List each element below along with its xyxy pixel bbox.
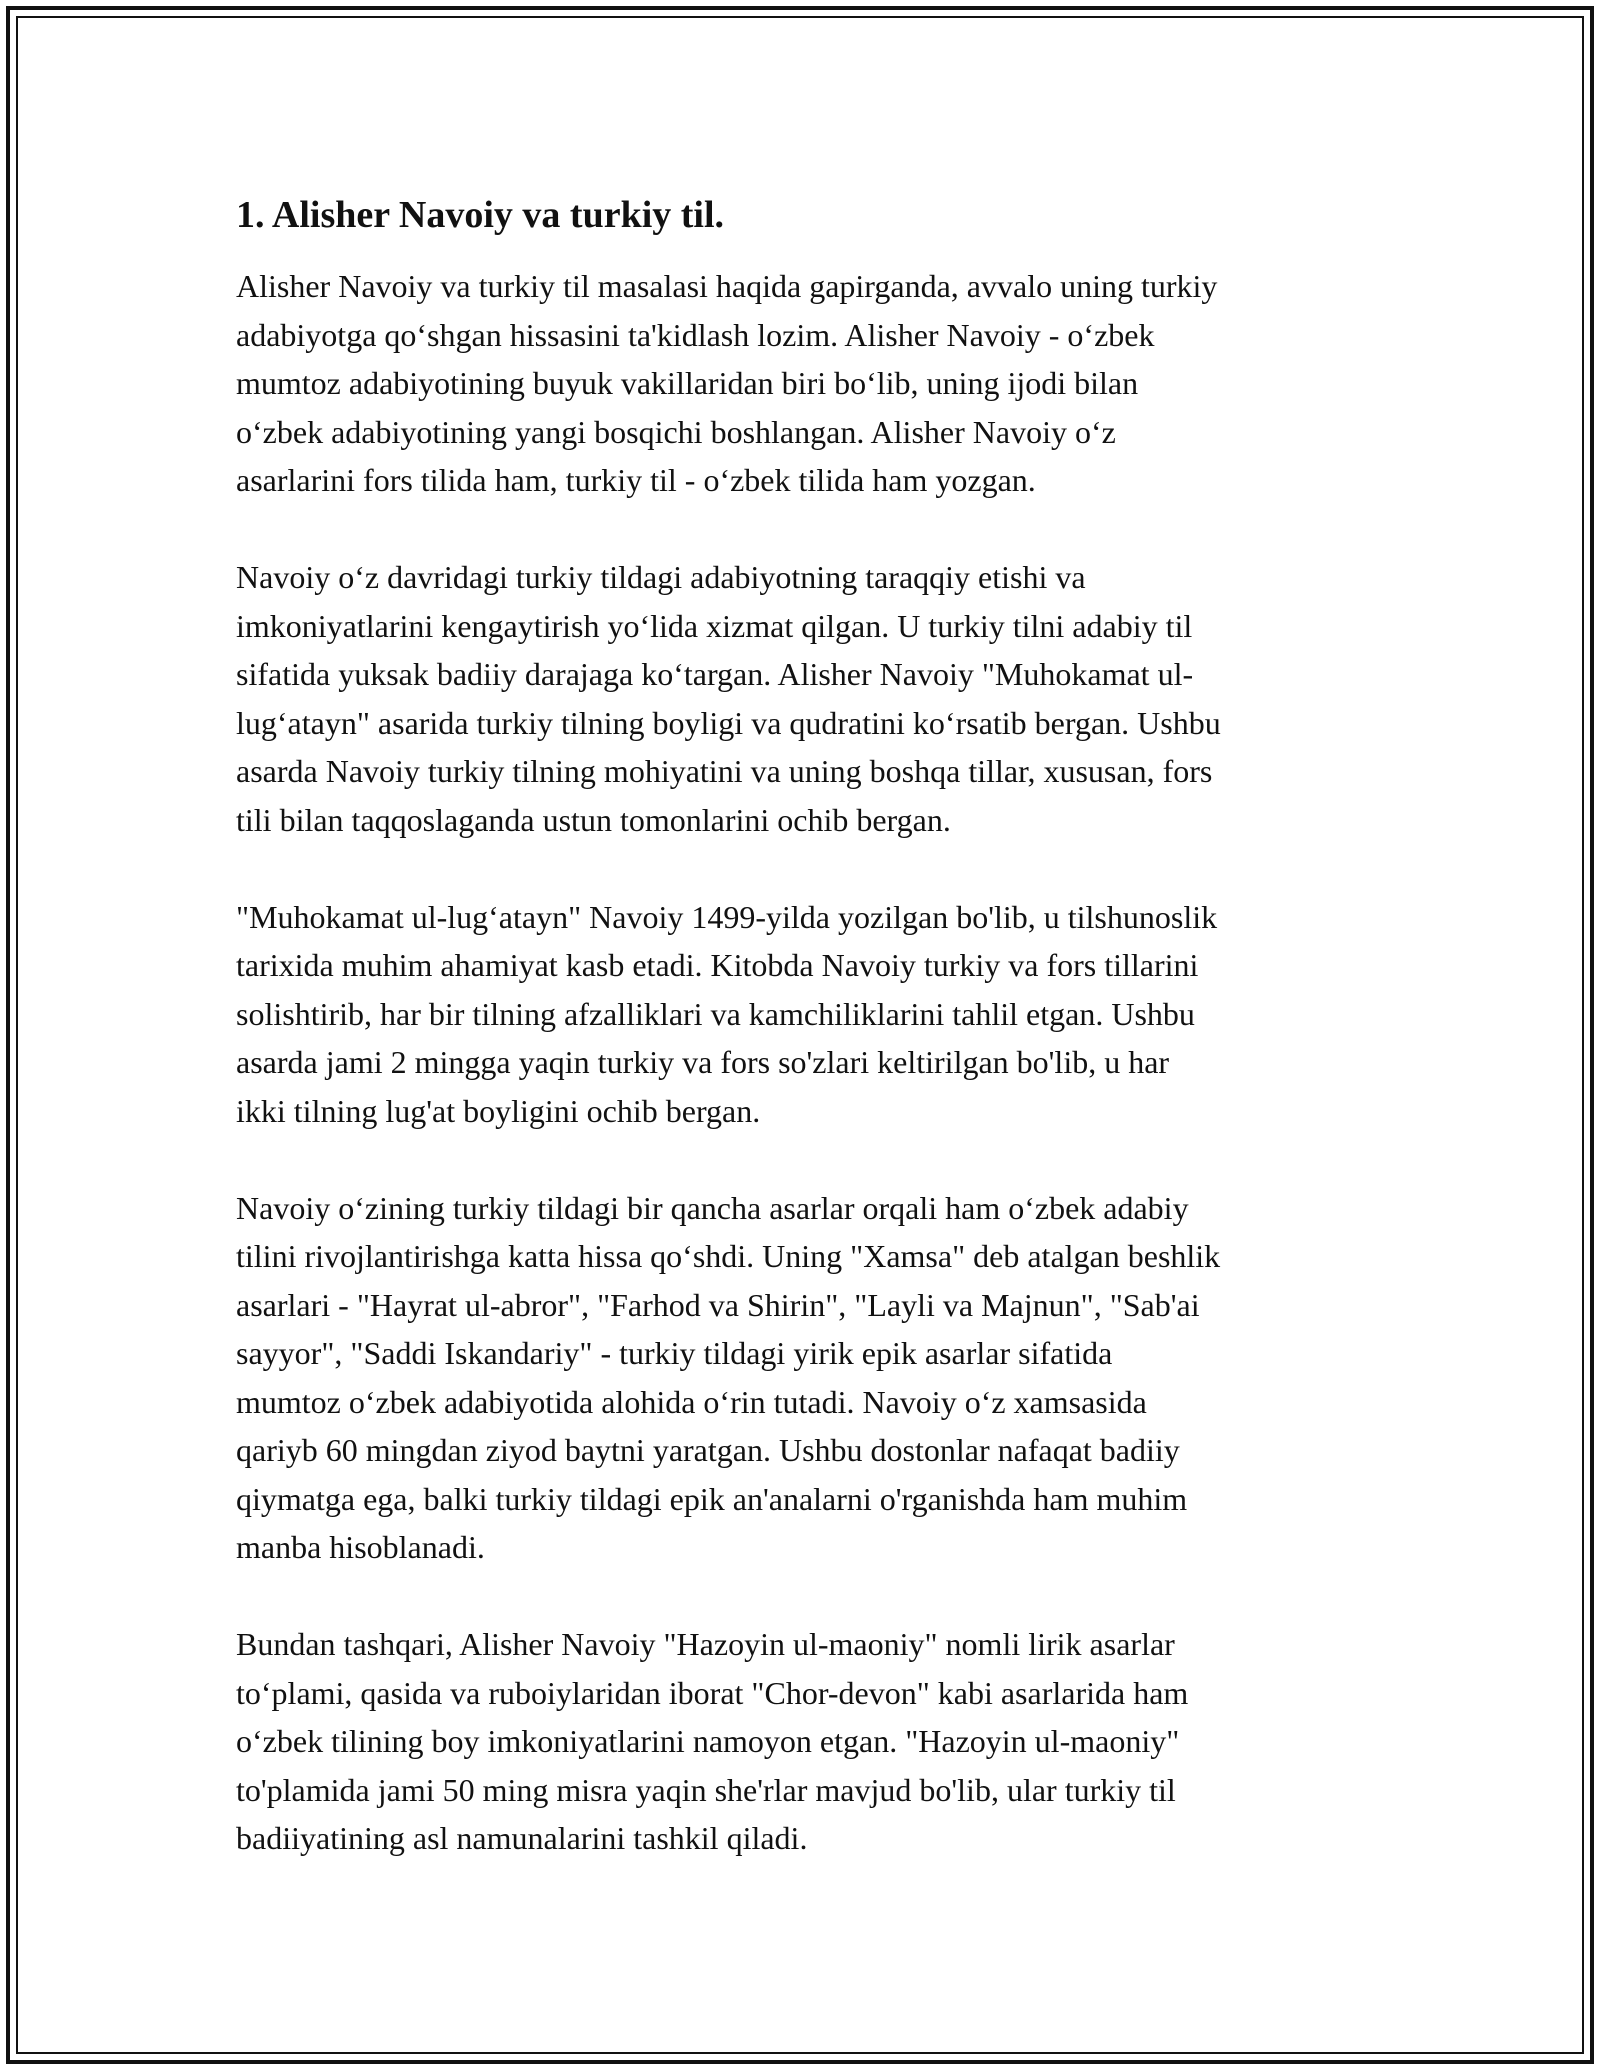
- paragraph-3: "Muhokamat ul-lug‘atayn" Navoiy 1499-yilda yozilgan bo'lib, u tilshunoslik tarixida muhim ahamiyat kasb etadi. Kitobda Navoiy turkiy va fors tillarini solishtirib, har bir tilning afzalliklari va kamchiliklarini tahlil etgan. Ushbu asarda jami 2 mingga yaqin turkiy va fors so'zlari keltirilgan bo'lib, u har ikki tilning lug'at boyligini ochib bergan.: [236, 898, 1218, 1129]
- paragraph-1: Alisher Navoiy va turkiy til masalasi haqida gapirganda, avvalo uning turkiy adabiyotga qo‘shgan hissasini ta'kidlash lozim. Alisher Navoiy - o‘zbek mumtoz adabiyotining buyuk vakillaridan biri bo‘lib, uning ijodi bilan o‘zbek adabiyotining yangi bosqichi boshlangan. Alisher Navoiy o‘z asarlarini fors tilida ham, turkiy til - o‘zbek tilida ham yozgan.: [236, 268, 1218, 498]
- paragraph-5: Bundan tashqari, Alisher Navoiy "Hazoyin ul-maoniy" nomli lirik asarlar to‘plami, qasida va ruboiylaridan iborat "Chor-devon" kabi asarlarida ham o‘zbek tilining boy imkoniyatlarini namoyon etgan. "Hazoyin ul-maoniy" to'plamida jami 50 ming misra yaqin she'rlar mavjud bo'lib, ular turkiy til badiiyatining asl namunalarini tashkil qiladi.: [236, 1626, 1189, 1856]
- paragraph-4: Navoiy o‘zining turkiy tildagi bir qancha asarlar orqali ham o‘zbek adabiy tilini rivojlantirishga katta hissa qo‘shdi. Uning "Xamsa" deb atalgan beshlik asarlari - "Hayrat ul-abror", "Farhod va Shirin", "Layli va Majnun", "Sab'ai sayyor", "Saddi Iskandariy" - turkiy tildagi yirik epik asarlar sifatida mumtoz o‘zbek adabiyotida alohida o‘rin tutadi. Navoiy o‘z xamsasida qariyb 60 mingdan ziyod baytni yaratgan. Ushbu dostonlar nafaqat badiiy qiymatga ega, balki turkiy tildagi epik an'analarni o'rganishda ham muhim manba hisoblanadi.: [236, 1189, 1221, 1565]
- paragraph-2: Navoiy o‘z davridagi turkiy tildagi adabiyotning taraqqiy etishi va imkoniyatlarini kengaytirish yo‘lida xizmat qilgan. U turkiy tilni adabiy til sifatida yuksak badiiy darajaga ko‘targan. Alisher Navoiy "Muhokamat ul- lug‘atayn" asarida turkiy tilning boyligi va qudratini ko‘rsatib bergan. Ushbu asarda Navoiy turkiy tilning mohiyatini va uning boshqa tillar, xususan, fors tili bilan taqqoslaganda ustun tomonlarini ochib bergan.: [236, 559, 1221, 838]
- document-body: [236, 188, 1366, 1863]
- document-title: 1. Alisher Navoiy va turkiy til.: [236, 194, 725, 236]
